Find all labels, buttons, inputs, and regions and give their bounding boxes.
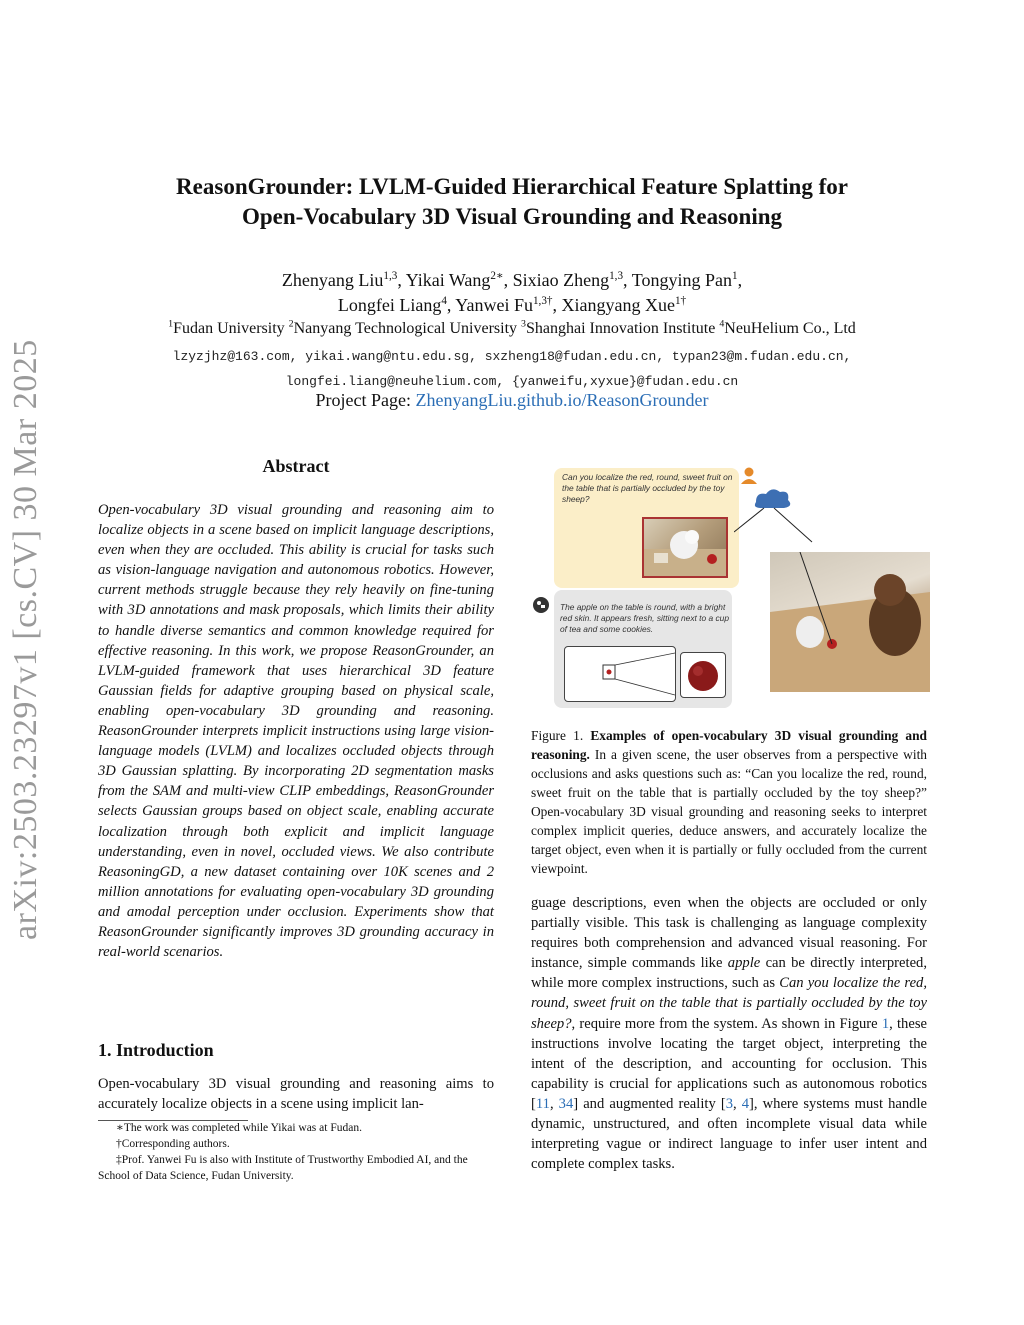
author-sup: 1† [674, 295, 687, 307]
citation-link[interactable]: 3 [725, 1095, 733, 1112]
author-name: Xiangyang Xue [561, 295, 675, 315]
author-sup: 1 [731, 270, 738, 282]
figure-1-caption [531, 726, 927, 878]
email-list [0, 344, 1024, 394]
affil-sup: 3 [521, 318, 526, 330]
author-name: Sixiao Zheng [512, 270, 610, 290]
figure-1 [552, 462, 930, 712]
affiliations [0, 318, 1024, 340]
author-name: Zhenyang Liu [281, 270, 384, 290]
title-line-1: ReasonGrounder: LVLM-Guided Hierarchical Feature Splatting for [176, 174, 848, 199]
citation-link[interactable]: 34 [558, 1095, 574, 1112]
author-sup: 1,3 [383, 270, 398, 282]
author-sup: 1,3 [609, 270, 624, 282]
caption-label: Figure 1. [531, 728, 584, 743]
section-heading-introduction: 1. Introduction [98, 1040, 214, 1060]
author-name: Yikai Wang [405, 270, 491, 290]
body-text: ] and augmented reality [ [573, 1095, 726, 1112]
figure-answer-text: The apple on the table is round, with a bright red skin. It appears fresh, sitting next to a cup of tea and some cookies. [560, 602, 729, 634]
footnote: ∗The work was completed while Yikai was at Fudan. [116, 1122, 362, 1134]
project-link[interactable]: ZhenyangLiu.github.io/ReasonGrounder [415, 390, 709, 410]
footnote: †Corresponding authors. [116, 1138, 230, 1150]
body-text: , [549, 1095, 559, 1112]
affil-sup: 1 [168, 318, 174, 330]
affiliation: Shanghai Innovation Institute [526, 320, 716, 337]
citation-link[interactable]: 4 [741, 1095, 750, 1112]
arxiv-stamp: arXiv:2503.23297v1 [cs.CV] 30 Mar 2025 [7, 339, 44, 940]
affiliation: NeuHelium Co., Ltd [724, 320, 856, 337]
email-line-1: lzyzjhz@163.com, yikai.wang@ntu.edu.sg, sxzheng18@fudan.edu.cn, typan23@m.fudan.edu.cn, [172, 349, 852, 364]
email-line-2: longfei.liang@neuhelium.com, {yanweifu,xyxue}@fudan.edu.cn [285, 374, 739, 389]
author-sup: 1,3† [532, 295, 553, 307]
title-line-2: Open-Vocabulary 3D Visual Grounding and Reasoning [241, 204, 783, 229]
affil-sup: 4 [719, 318, 725, 330]
body-text: ], where systems must handle dynamic, unstructured, and often incomplete visual data while interpreting vague or indirect language to infer user intent and complete complex tasks. [531, 1095, 928, 1173]
occluded-view-photo [642, 517, 728, 578]
footnote: ‡Prof. Yanwei Fu is also with Institute of Trustworthy Embodied AI, and the School of Data Science, Fudan University. [98, 1154, 468, 1182]
citation-link[interactable]: 11 [535, 1095, 550, 1112]
sheep-toy-drawing [644, 519, 726, 576]
footnote-rule [98, 1120, 248, 1121]
user-icon [740, 466, 758, 484]
author-name: Yanwei Fu [455, 295, 533, 315]
body-text: guage descriptions, even when the objects are occluded or only partially visible. This task is challenging as language complexity requires both comprehension and advanced visual reasoning. For instance, simple commands like [531, 895, 927, 972]
body-text: , these instructions involve locating the target object, interpreting the intent of the description, and accounting for occlusion. This capability is crucial for applications such as autonomous robotics [ [531, 1015, 927, 1112]
affiliation: Fudan University [173, 320, 285, 337]
3d-scene-render [770, 552, 930, 692]
body-text: , [732, 1095, 742, 1112]
author-list: Zhenyang Liu$^{1,3}$, Yikai Wang$^{2∗}$, Sixiao Zheng$^{1,3}$, Tongying Pan$^1$, Longfei Liang$^4$, Yanwei $Fu^{1,3\dagger}$, Xiangyang Xue$^{1\dagger}$ [281, 270, 743, 315]
footnotes [98, 1120, 494, 1184]
body-emphasis: Can you localize the red, round, sweet fruit on the table that is partially occluded by the toy sheep? [531, 975, 927, 1032]
project-label: Project Page: [315, 390, 412, 410]
figure-reference[interactable]: 1 [881, 1015, 890, 1032]
figure-question-text: Can you localize the red, round, sweet fruit on the table that is partially occluded by the toy sheep? [562, 472, 733, 504]
author-name: Longfei Liang [337, 295, 442, 315]
camera-cloud-icon [734, 484, 814, 544]
paper-title [0, 172, 1024, 232]
affil-sup: 2 [288, 318, 294, 330]
author-sup: 4 [441, 295, 447, 307]
author-name: Tongying Pan [631, 270, 732, 290]
caption-bold: Examples of open-vocabulary 3D visual grounding and reasoning. [531, 728, 927, 762]
affiliation: Nanyang Technological University [293, 320, 518, 337]
intro-paragraph: Open-vocabulary 3D visual grounding and reasoning aims to accurately localize objects in a scene using implicit lan- [98, 1076, 494, 1113]
body-text: can be directly interpreted, while more complex instructions, such as [531, 955, 927, 992]
body-emphasis: apple [727, 955, 761, 972]
caption-text: In a given scene, the user observes from a perspective with occlusions and asks questions such as: “Can you localize the red, round, sweet fruit on the table that is partially occluded by the toy sheep?” Open-vocabulary 3D visual grounding and reasoning seeks to interpret complex implicit queries, deduce answers, and accurately localize the target object, even when it is partially or fully occluded from the current viewpoint. [531, 747, 927, 876]
robot-head-icon [532, 596, 550, 614]
target-location-box [564, 646, 676, 702]
apple-crop [680, 652, 726, 698]
abstract-heading: Abstract [262, 456, 330, 476]
abstract-body: Open-vocabulary 3D visual grounding and reasoning aim to localize objects in a scene based on implicit language descriptions, even when they are occluded. This ability is crucial for tasks such as vision-language navigation and autonomous robotics. However, current methods struggle because they rely heavily on fine-tuning with 3D annotations and mask proposals, which limits their ability to handle diverse semantics and common knowledge required for effective reasoning. In this work, we propose ReasonGrounder, an LVLM-guided framework that uses hierarchical 3D feature Gaussian fields for adaptive grouping based on physical scale, enabling open-vocabulary 3D grounding and reasoning. ReasonGrounder interprets implicit instructions using large vision-language models (LVLM) and localizes occluded objects through 3D Gaussian splatting. By incorporating 2D segmentation masks from the SAM and multi-view CLIP embeddings, ReasonGrounder selects Gaussian groups based on object scale, enabling accurate localization through both explicit and implicit language understanding, even in novel, occluded views. We also contribute ReasoningGD, a new dataset containing over 10K scenes and 2 million annotations for evaluating open-vocabulary 3D grounding and amodal perception under occlusion. Experiments show that ReasonGrounder significantly improves 3D grounding accuracy in real-world scenarios. [98, 502, 494, 961]
author-sup: 2∗ [490, 270, 504, 282]
project-page [0, 388, 1024, 412]
intro-paragraph-continued [531, 893, 927, 1174]
body-text: , require more from the system. As shown in Figure [571, 1015, 878, 1032]
